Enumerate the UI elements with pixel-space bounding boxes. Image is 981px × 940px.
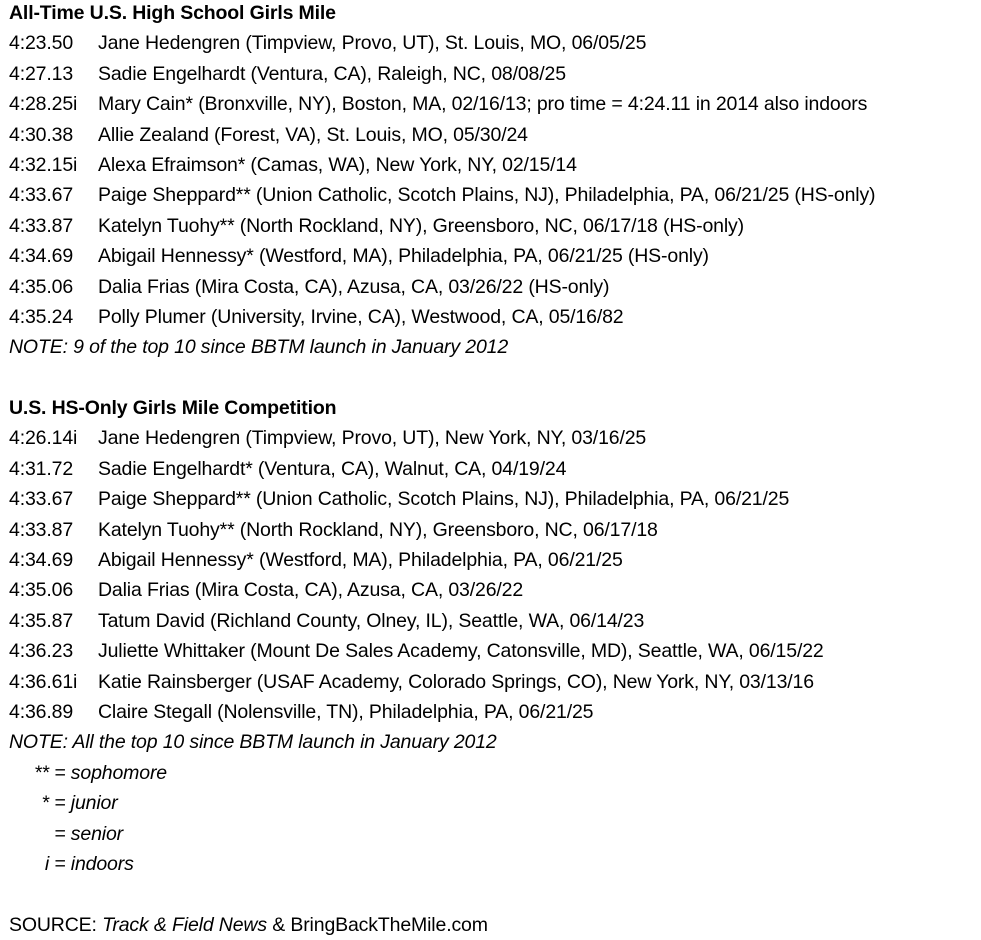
list-item bbox=[9, 454, 981, 484]
mile-time: 4:33.87 bbox=[9, 518, 74, 541]
mile-time: 4:36.61i bbox=[9, 670, 78, 693]
list-item bbox=[9, 120, 981, 150]
legend-meaning: = senior bbox=[54, 822, 123, 845]
list-item bbox=[9, 484, 981, 514]
athlete-details: Juliette Whittaker (Mount De Sales Academy, Catonsville, MD), Seattle, WA, 06/15/22 bbox=[98, 640, 824, 663]
hs-only-section bbox=[9, 393, 981, 758]
list-item bbox=[9, 272, 981, 302]
spacer bbox=[9, 363, 981, 393]
list-item bbox=[9, 302, 981, 332]
list-item bbox=[9, 515, 981, 545]
athlete-details: Alexa Efraimson* (Camas, WA), New York, NY, 02/15/14 bbox=[98, 153, 577, 176]
list-item bbox=[9, 697, 981, 727]
athlete-details: Katelyn Tuohy** (North Rockland, NY), Greensboro, NC, 06/17/18 bbox=[98, 518, 658, 541]
athlete-details: Mary Cain* (Bronxville, NY), Boston, MA, 02/16/13; pro time = 4:24.11 in 2014 also indoors bbox=[98, 93, 868, 116]
list-item bbox=[9, 545, 981, 575]
list-item bbox=[9, 575, 981, 605]
all-time-section bbox=[9, 0, 981, 363]
list-item bbox=[9, 150, 981, 180]
athlete-details: Abigail Hennessy* (Westford, MA), Philadelphia, PA, 06/21/25 bbox=[98, 549, 623, 572]
mile-time: 4:23.50 bbox=[9, 32, 74, 55]
list-item bbox=[9, 667, 981, 697]
source-line bbox=[9, 910, 981, 940]
athlete-details: Katie Rainsberger (USAF Academy, Colorado Springs, CO), New York, NY, 03/13/16 bbox=[98, 670, 814, 693]
list-item bbox=[9, 606, 981, 636]
mile-time: 4:31.72 bbox=[9, 457, 74, 480]
athlete-details: Sadie Engelhardt (Ventura, CA), Raleigh, NC, 08/08/25 bbox=[98, 62, 566, 85]
list-item bbox=[9, 423, 981, 453]
legend-symbol: i bbox=[44, 852, 49, 875]
mile-time: 4:27.13 bbox=[9, 62, 74, 85]
legend-meaning: = junior bbox=[54, 792, 118, 815]
legend-meaning: = indoors bbox=[54, 852, 134, 875]
hs-only-note: NOTE: All the top 10 since BBTM launch in January 2012 bbox=[9, 731, 497, 754]
source-publication: Track & Field News bbox=[102, 913, 267, 936]
legend-meaning: = sophomore bbox=[54, 761, 167, 784]
source-suffix: & BringBackTheMile.com bbox=[266, 913, 488, 936]
legend-item bbox=[9, 849, 981, 879]
athlete-details: Abigail Hennessy* (Westford, MA), Philadelphia, PA, 06/21/25 (HS-only) bbox=[98, 245, 709, 268]
legend-item bbox=[9, 758, 981, 788]
legend-item bbox=[9, 819, 981, 849]
list-item bbox=[9, 28, 981, 58]
mile-time: 4:30.38 bbox=[9, 123, 74, 146]
athlete-details: Katelyn Tuohy** (North Rockland, NY), Greensboro, NC, 06/17/18 (HS-only) bbox=[98, 214, 744, 237]
mile-time: 4:36.89 bbox=[9, 700, 74, 723]
list-item bbox=[9, 636, 981, 666]
athlete-details: Dalia Frias (Mira Costa, CA), Azusa, CA, 03/26/22 bbox=[98, 579, 524, 602]
list-item bbox=[9, 241, 981, 271]
all-time-list bbox=[9, 28, 981, 332]
hs-only-list bbox=[9, 423, 981, 727]
legend-symbol: ** bbox=[34, 761, 49, 784]
mile-time: 4:35.06 bbox=[9, 275, 74, 298]
athlete-details: Jane Hedengren (Timpview, Provo, UT), St. Louis, MO, 06/05/25 bbox=[98, 32, 647, 55]
mile-time: 4:35.87 bbox=[9, 609, 74, 632]
list-item bbox=[9, 89, 981, 119]
source-prefix: SOURCE: bbox=[9, 913, 103, 936]
athlete-details: Paige Sheppard** (Union Catholic, Scotch Plains, NJ), Philadelphia, PA, 06/21/25 bbox=[98, 488, 790, 511]
athlete-details: Allie Zealand (Forest, VA), St. Louis, MO, 05/30/24 bbox=[98, 123, 528, 146]
mile-time: 4:33.67 bbox=[9, 184, 74, 207]
all-time-note: NOTE: 9 of the top 10 since BBTM launch in January 2012 bbox=[9, 336, 509, 359]
legend-symbol: * bbox=[41, 792, 49, 815]
mile-time: 4:26.14i bbox=[9, 427, 78, 450]
mile-time: 4:36.23 bbox=[9, 640, 74, 663]
list-item bbox=[9, 59, 981, 89]
list-item bbox=[9, 211, 981, 241]
athlete-details: Claire Stegall (Nolensville, TN), Philadelphia, PA, 06/21/25 bbox=[98, 700, 594, 723]
athlete-details: Polly Plumer (University, Irvine, CA), Westwood, CA, 05/16/82 bbox=[98, 305, 624, 328]
legend-item bbox=[9, 788, 981, 818]
legend bbox=[9, 758, 981, 880]
mile-time: 4:35.24 bbox=[9, 305, 74, 328]
mile-time: 4:34.69 bbox=[9, 245, 74, 268]
all-time-title: All-Time U.S. High School Girls Mile bbox=[9, 2, 336, 24]
hs-only-title: U.S. HS-Only Girls Mile Competition bbox=[9, 397, 337, 420]
mile-time: 4:33.67 bbox=[9, 488, 74, 511]
athlete-details: Tatum David (Richland County, Olney, IL), Seattle, WA, 06/14/23 bbox=[98, 609, 645, 632]
spacer bbox=[9, 879, 981, 909]
mile-time: 4:28.25i bbox=[9, 93, 78, 116]
athlete-details: Sadie Engelhardt* (Ventura, CA), Walnut, CA, 04/19/24 bbox=[98, 457, 567, 480]
athlete-details: Dalia Frias (Mira Costa, CA), Azusa, CA, 03/26/22 (HS-only) bbox=[98, 275, 610, 298]
mile-time: 4:34.69 bbox=[9, 549, 74, 572]
athlete-details: Paige Sheppard** (Union Catholic, Scotch Plains, NJ), Philadelphia, PA, 06/21/25 (HS-only) bbox=[98, 184, 876, 207]
list-item bbox=[9, 180, 981, 210]
mile-time: 4:32.15i bbox=[9, 153, 78, 176]
athlete-details: Jane Hedengren (Timpview, Provo, UT), New York, NY, 03/16/25 bbox=[98, 427, 647, 450]
mile-time: 4:35.06 bbox=[9, 579, 74, 602]
mile-time: 4:33.87 bbox=[9, 214, 74, 237]
